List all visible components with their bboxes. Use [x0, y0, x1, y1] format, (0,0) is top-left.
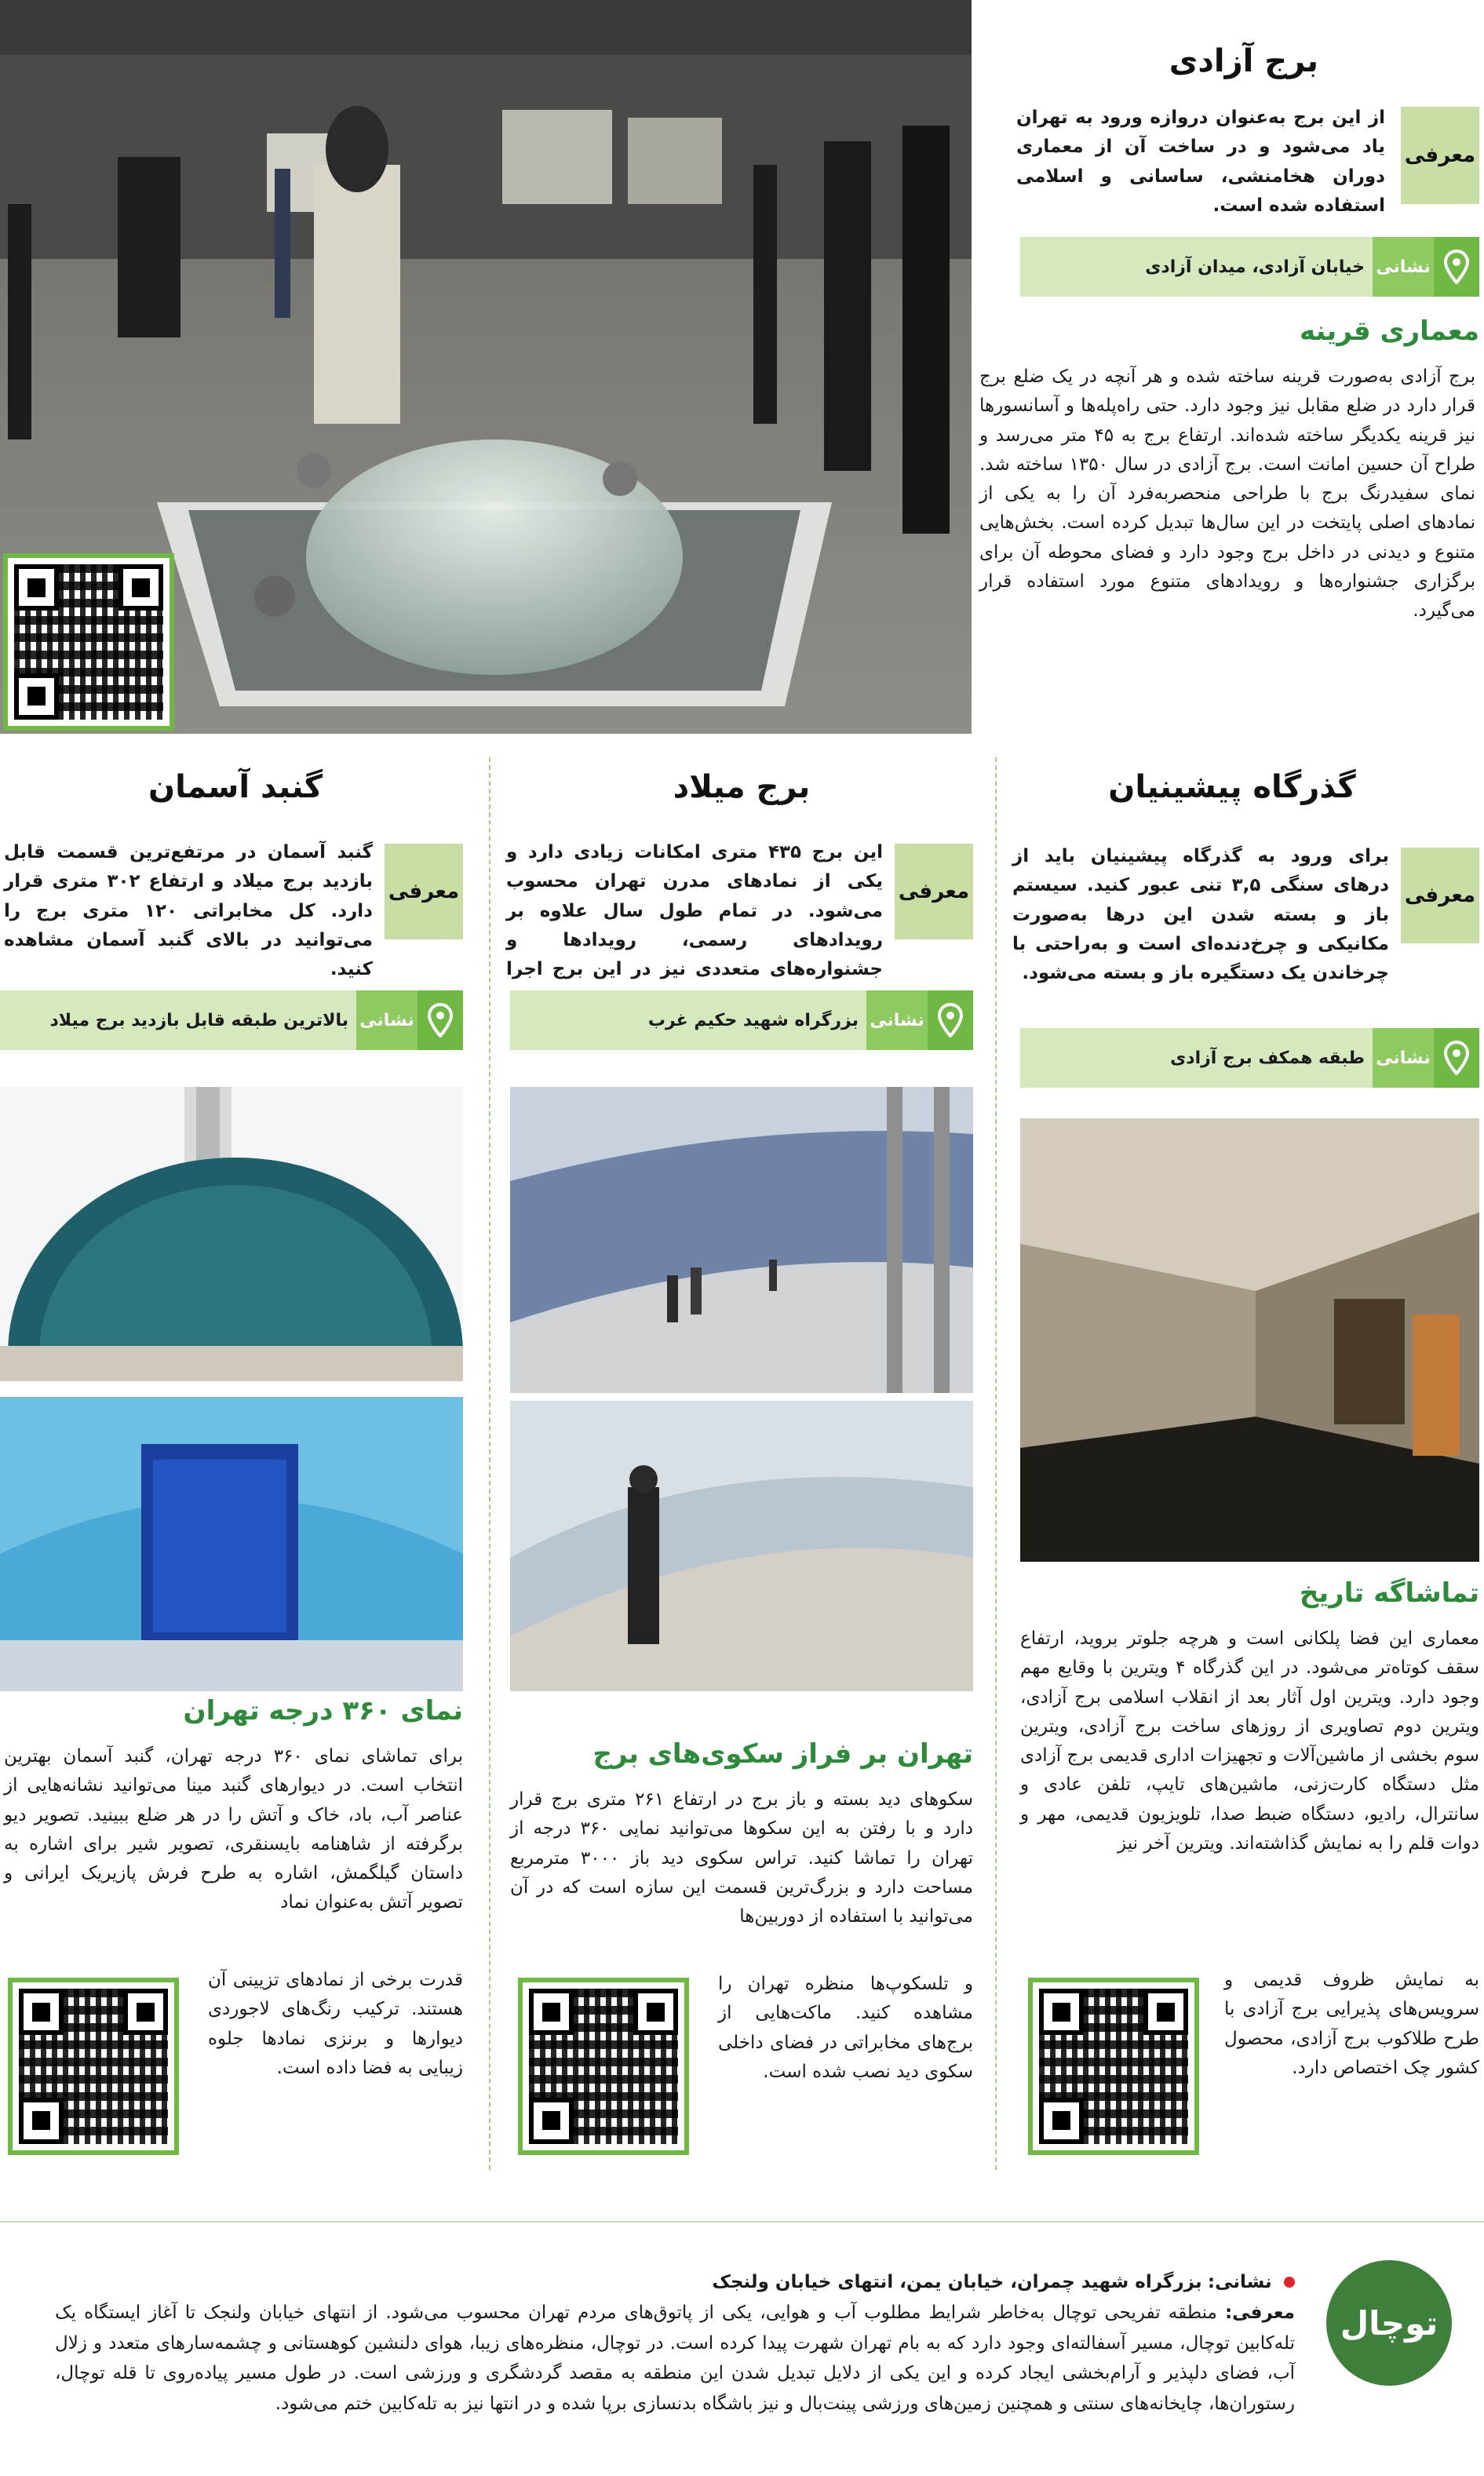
- bullet-icon: [1284, 2277, 1295, 2288]
- milad-address: بزرگراه شهید حکیم غرب: [647, 1010, 859, 1030]
- azadi-subtitle: معماری قرینه: [1299, 315, 1479, 347]
- location-pin-icon: [417, 990, 463, 1050]
- gonbad-address: بالاترین طبقه قابل بازدید برج میلاد: [49, 1010, 348, 1030]
- gonbad-intro-text: گنبد آسمان در مرتفع‌ترین قسمت قابل بازدید برج میلاد و ارتفاع ۳۰۲ متری قرار دارد. کل مخابراتی ۱۲۰ متری برج را می‌توانید در بالای گنبد آسمان مشاهده کنید.: [4, 842, 373, 979]
- gonbad-body-b: قدرت برخی از نمادهای تزیینی آن هستند. ترکیب رنگ‌های لاجوردی دیوارها و برنزی نمادها جلوه زیبایی به فضا داده است.: [208, 1970, 463, 2078]
- gozargah-subtitle: تماشاگه تاریخ: [1299, 1577, 1479, 1609]
- gonbad-body-a: برای تماشای نمای ۳۶۰ درجه تهران، گنبد آسمان بهترین انتخاب است. در دیوارهای گنبد مینا می‌توانید نشانه‌هایی از عناصر آب، باد، خاک و آتش را در هر ضلع ببینید. تصویر دیو برگرفته از شاهنامه بایسنقری، تصویر شیر برای اشاره به داستان گیلگمش، اشاره به طرح فرش پازیریک ایرانی و تصویر آتش به‌عنوان نماد: [4, 1746, 464, 1913]
- milad-title: برج میلاد: [673, 769, 811, 805]
- azadi-title: برج آزادی: [1169, 43, 1318, 79]
- location-pin-icon: [1434, 1028, 1479, 1088]
- gonbad-address-bar: [0, 990, 463, 1050]
- tochal-address: بزرگراه شهید چمران، خیابان یمن، انتهای خیابان ولنجک: [712, 2272, 1202, 2292]
- passage-photo: [1020, 1118, 1479, 1562]
- azadi-address-bar: [1020, 237, 1479, 297]
- tochal-address-label: نشانی:: [1207, 2272, 1272, 2292]
- gonbad-subtitle: نمای ۳۶۰ درجه تهران: [183, 1695, 463, 1727]
- milad-body-a: سکوهای دید بسته و باز برج در ارتفاع ۲۶۱ متری برج قرار دارد و با رفتن به این سکوها می‌توانید نمایی ۳۶۰ درجه از تهران را تماشا کنید. تراس سکوی دید باز ۳۰۰۰ مترمربع مساحت دارد و بزرگ‌ترین قسمت این سازه است که در آن می‌توانید با استفاده از دوربین‌ها: [510, 1789, 973, 1927]
- azadi-address: خیابان آزادی، میدان آزادی: [1145, 257, 1365, 277]
- azadi-body: برج آزادی به‌صورت قرینه ساخته شده و هر آنچه در یک ضلع برج قرار دارد در ضلع مقابل نیز وجود دارد. حتی راه‌پله‌ها و آسانسورها نیز قرینه یکدیگر ساخته شده‌اند. ارتفاع برج به ۴۵ متر می‌رسد و طراح آن حسین امانت است. برج آزادی در سال ۱۳۵۰ ساخته شد. نمای سفیدرنگ برج با طراحی منحصربه‌فرد آن را به یکی از نمادهای اصلی پایتخت در این سال‌ها تبدیل کرده است. بخش‌هایی متنوع و دیدنی در داخل برج وجود دارد و فضای محوطه آن برای برگزاری جشنواره‌ها و رویدادهای متنوع مورد استفاده قرار می‌گیرد.: [979, 366, 1476, 621]
- column-divider: [489, 757, 490, 2170]
- milad-intro-text: این برج ۴۳۵ متری امکانات زیادی دارد و یکی از نمادهای مدرن تهران محسوب می‌شود. در تمام طول سال علاوه بر رویدادهای رسمی، رویدادها و جشنواره‌های متعددی نیز در این برج اجرا: [506, 842, 883, 979]
- azadi-qr-code[interactable]: [3, 553, 174, 731]
- gozargah-qr-code[interactable]: [1028, 1978, 1199, 2155]
- location-pin-icon: [928, 990, 973, 1050]
- milad-intro-label: معرفی: [895, 844, 973, 939]
- observation-deck-photo-2: [510, 1401, 973, 1691]
- observation-deck-photo-1: [510, 1087, 973, 1393]
- tochal-text: منطقه تفریحی توچال به‌خاطر شرایط مطلوب آب و هوایی، یکی از پاتوق‌های مردم تهران محسوب می‌شود. از انتهای خیابان ولنجک تا آغاز ایستگاه یک تله‌کابین توچال، مسیر آسفالته‌ای وجود دارد که به بام تهران شهرت پیدا کرده است. در توچال، منظره‌های زیبا، هوای دلنشین کوهستانی و چشمه‌سارهای متعدد و زلال آب، فضای دلپذیر و آرام‌بخشی ایجاد کرده و این یکی از دلایل تبدیل شدن این منطقه به مقصد گردشگری و ورزشی است. در طول مسیر پیاده‌روی تا قله توچال، رستوران‌ها، چایخانه‌های سنتی و همچنین زمین‌های ورزشی پینت‌بال و نیز باشگاه بدنسازی برپا شده و در انتها نیز به تله‌کابین ختم می‌شود.: [55, 2303, 1295, 2414]
- gonbad-intro-label: معرفی: [385, 844, 463, 939]
- gozargah-title: گذرگاه پیشینیان: [1108, 769, 1356, 805]
- milad-qr-code[interactable]: [518, 1978, 689, 2155]
- gozargah-address-label: نشانی: [1373, 1028, 1434, 1088]
- azadi-intro-label: معرفی: [1401, 107, 1479, 204]
- gozargah-body-b: به نمایش ظروف قدیمی و سرویس‌های پذیرایی برج آزادی با طرح طلاکوب برج آزادی، محصول کشور چک اختصاص دارد.: [1224, 1970, 1479, 2078]
- gozargah-body-a: معماری این فضا پلکانی است و هرچه جلوتر بروید، ارتفاع سقف کوتاه‌تر می‌شود. در این گذرگاه ۴ ویترین با وقایع مهم وجود دارد. ویترین اول آثار بعد از انقلاب اسلامی برج آزادی، ویترین دوم تصاویری از روزهای ساخت برج آزادی، ویترین سوم بخشی از ماشین‌آلات و تجهیزات اداری قدیمی برج آزادی مثل دستگاه کارت‌زنی، ماشین‌های تایپ، تلفن عادی و سانترال، رادیو، دستگاه ضبط صدا، تلویزیون قدیمی، مهر و دوات قلم را به نمایش گذاشته‌اند. ویترین آخر نیز: [1020, 1628, 1479, 1854]
- gonbad-address-label: نشانی: [356, 990, 417, 1050]
- gozargah-address-bar: [1020, 1028, 1479, 1088]
- tochal-address-line: [55, 2268, 1295, 2297]
- gozargah-intro-label: معرفی: [1401, 848, 1479, 943]
- gozargah-intro-text: برای ورود به گذرگاه پیشینیان باید از درهای سنگی ۳,۵ تنی عبور کنید. سیستم باز و بسته شدن این درها به‌صورت مکانیکی و چرخ‌دنده‌ای است و به‌راحتی با چرخاندن یک دستگیره باز و بسته می‌شود.: [1012, 846, 1389, 983]
- column-divider: [995, 757, 997, 2170]
- azadi-intro-text: از این برج به‌عنوان دروازه ورود به تهران یاد می‌شود و در ساخت آن از معماری دوران هخامنشی، ساسانی و اسلامی استفاده شده است.: [1016, 108, 1385, 216]
- milad-body-b: و تلسکوپ‌ها منظره تهران را مشاهده کنید. ماکت‌هایی از برج‌های مخابراتی در فضای داخلی سکوی دید نصب شده است.: [718, 1974, 973, 2082]
- tochal-badge: توچال: [1326, 2260, 1452, 2386]
- gozargah-address: طبقه همکف برج آزادی: [1170, 1048, 1365, 1068]
- azadi-address-label: نشانی: [1373, 237, 1434, 297]
- tochal-intro-label: معرفی:: [1224, 2303, 1295, 2323]
- milad-subtitle: تهران بر فراز سکوی‌های برج: [593, 1738, 973, 1770]
- milad-address-bar: [510, 990, 973, 1050]
- dome-interior-photo: [0, 1397, 463, 1691]
- bottom-divider: [0, 2221, 1484, 2223]
- gonbad-qr-code[interactable]: [8, 1978, 179, 2155]
- gonbad-title: گنبد آسمان: [148, 769, 323, 805]
- dome-exterior-photo: [0, 1087, 463, 1381]
- location-pin-icon: [1434, 237, 1479, 297]
- tochal-intro-paragraph: [55, 2298, 1295, 2419]
- milad-address-label: نشانی: [866, 990, 928, 1050]
